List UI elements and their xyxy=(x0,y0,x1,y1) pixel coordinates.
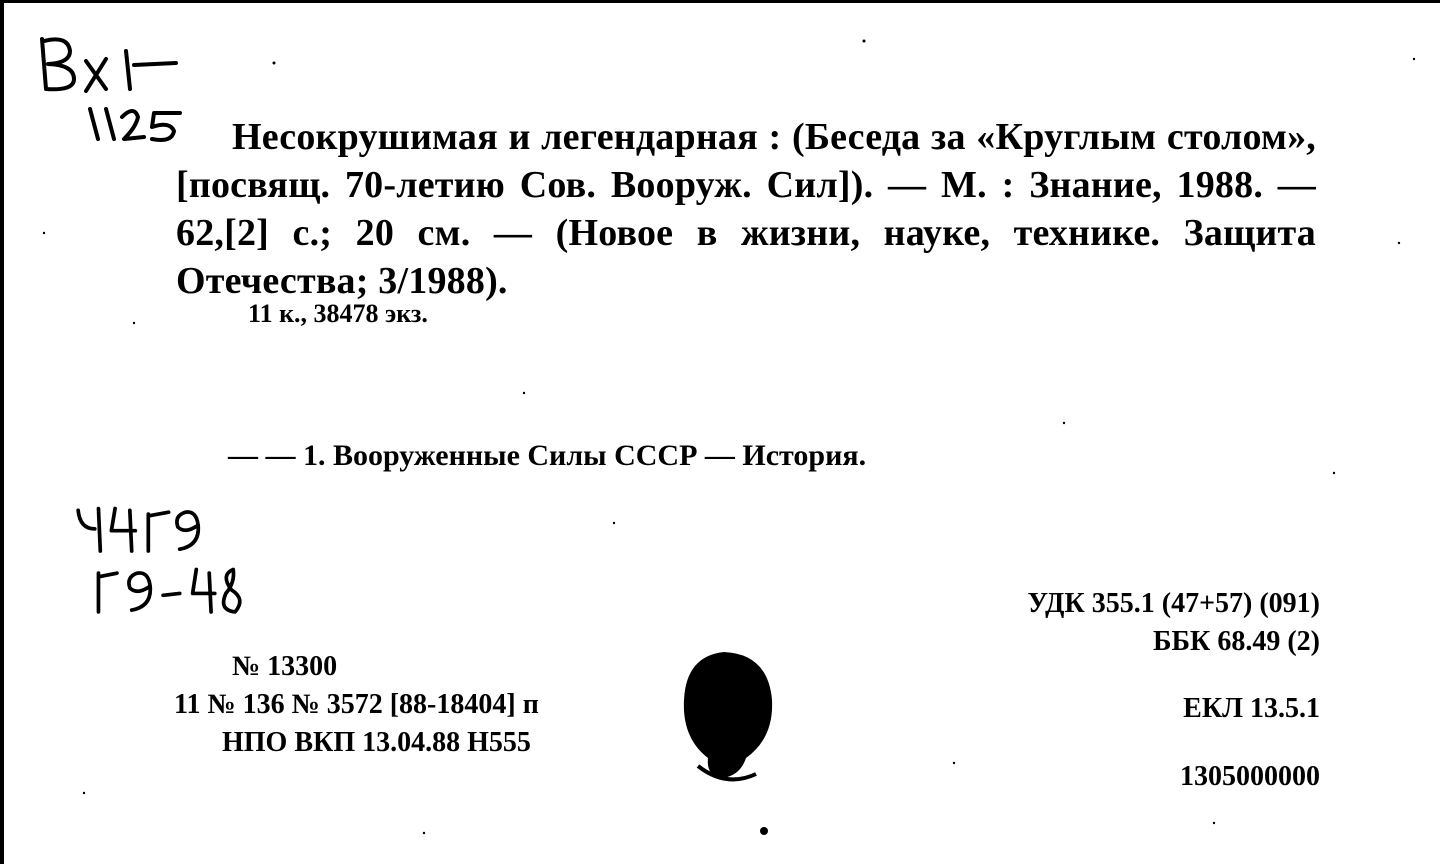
copies-line: 11 к., 38478 экз. xyxy=(248,299,428,328)
ink-blot-mark xyxy=(676,648,786,788)
ekl-code: ЕКЛ 13.5.1 xyxy=(1183,693,1320,724)
order-line: 11 № 136 № 3572 [88-18404] п xyxy=(174,689,539,720)
registration-number: № 13300 xyxy=(232,651,338,682)
handwritten-shelfmark-bottom xyxy=(60,503,340,623)
printer-line: НПО ВКП 13.04.88 Н555 xyxy=(222,727,531,758)
catalog-code-number: 1305000000 xyxy=(1180,761,1320,792)
classification-codes xyxy=(1027,585,1320,661)
subject-heading: — — 1. Вооруженные Силы СССР — История. xyxy=(228,439,867,472)
print-technical-info xyxy=(174,648,539,762)
bbk-code: ББК 68.49 (2) xyxy=(1153,626,1320,657)
udk-code: УДК 355.1 (47+57) (091) xyxy=(1027,588,1320,619)
bibliographic-description: Несокрушимая и легендарная : (Беседа за «Круглым столом», [посвящ. 70-летию Сов. Вооруж. Сил]). — М. : Знание, 1988. — 62,[2] с.; 20 см. — (Новое в жизни, науке, технике. Защита Отечества; 3/1988). xyxy=(176,116,1316,302)
